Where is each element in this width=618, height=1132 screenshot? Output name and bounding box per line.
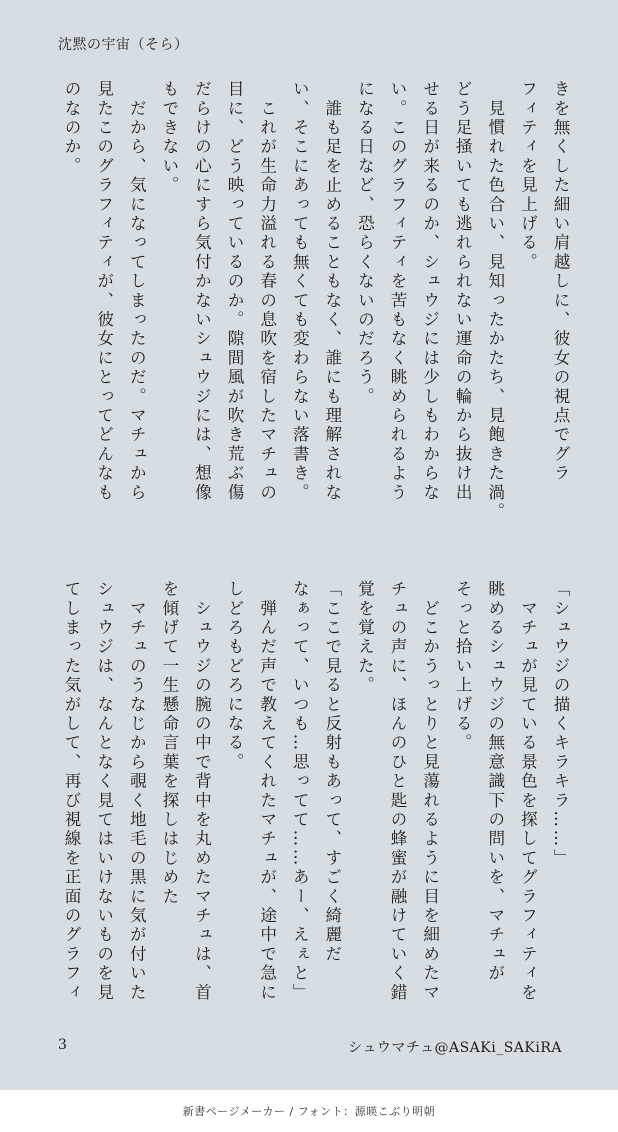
generator-footer (0, 1090, 618, 1132)
generator-credit: 新書ページメーカー / フォント：源暎こぶり明朝 (182, 1105, 436, 1118)
author-credit: シュウマチュ@ASAKi_SAKiRA (348, 1040, 562, 1056)
work-title: 沈黙の宇宙（そら） (58, 37, 189, 53)
page-number: 3 (58, 1037, 67, 1053)
text-block-lower: 「シュウジの描くキラキラ……」 マチュが見ている景色を探してグラフィティを 眺めるシュウジの無意識下の問いを、マチュが そっと拾い上げる。 どこかうっとりと見蕩れるように目を細めたマ チュの声に、ほんのひと匙の蜂蜜が融けていく錯 覚を覚えた。 「ここで見ると反射もあって、すごく綺麗だ なぁって、いつも…思ってて……あー、えぇと」 弾んだ声で教えてくれたマチュが、途中で急に しどろもどろになる。 シュウジの腕の中で背中を丸めたマチュは、首 を傾げて一生懸命言葉を探しはじめた マチュのうなじから覗く地毛の黒に気が付いた シュウジは、なんとなく見てはいけないものを見 てしまった気がして、再び視線を正面のグラフィ (62, 580, 570, 1003)
text-block-upper: きを無くした細い肩越しに、彼女の視点でグラ フィティを見上げる。 見慣れた色合い、見知ったかたち、見飽きた渦。 どう足掻いても逃れられない運命の輪から抜け出 せる日が来るのか、シュウジには少しもわからな い。このグラフィティを苦もなく眺められるよう になる日など、恐らくないのだろう。 誰も足を止めることもなく、誰にも理解されな い、そこにあっても無くても変わらない落書き。 これが生命力溢れる春の息吹を宿したマチュの 目に、どう映っているのか。隙間風が吹き荒ぶ傷 だらけの心にすら気付かないシュウジには、想像 もできない。 だから、気になってしまったのだ。マチュから 見たこのグラフィティが、彼女にとってどんなも のなのか。 (62, 80, 570, 522)
